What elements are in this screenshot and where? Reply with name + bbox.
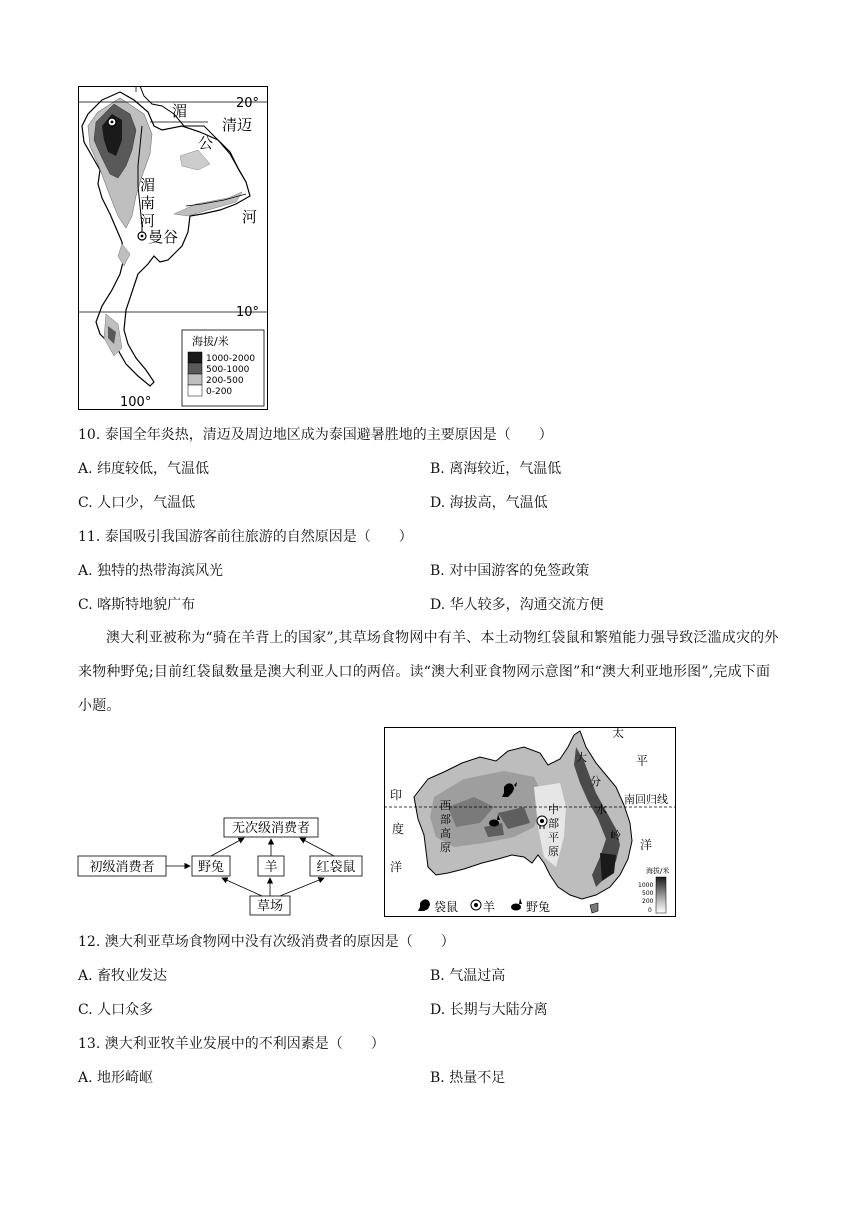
q12-option-a[interactable]: A. 畜牧业发达: [78, 968, 168, 984]
rabbit-label: 野兔: [197, 860, 225, 875]
lon-100-label: 100°: [120, 395, 152, 410]
meinanhe-label-1: 湄: [140, 176, 156, 194]
yang-right-label: 洋: [640, 838, 653, 852]
svg-text:200: 200: [642, 898, 654, 905]
q10-option-c[interactable]: C. 人口少，气温低: [78, 495, 196, 511]
svg-text:1000: 1000: [638, 882, 654, 889]
thailand-legend: [182, 330, 264, 406]
primary-consumer-label: 初级消费者: [89, 860, 155, 875]
legend-item-4: 0-200: [206, 387, 233, 397]
svg-text:岭: 岭: [610, 829, 621, 842]
svg-text:原: 原: [440, 841, 451, 854]
question-12-stem: 12. 澳大利亚草场食物网中没有次级消费者的原因是（ ）: [78, 934, 455, 950]
passage-text: 澳大利亚被称为“骑在羊背上的国家”,其草场食物网中有羊、本土动物红袋鼠和繁殖能力强导致泛滥成灾的外来物种野兔;目前红袋鼠数量是澳大利亚人口的两倍。读“澳大利亚食物网示意图”和“澳大利亚地形图”,完成下面小题。: [78, 630, 779, 714]
lat-20-label: 20°: [236, 96, 260, 111]
q11-option-c[interactable]: C. 喀斯特地貌广布: [78, 597, 196, 613]
question-10-stem: 10. 泰国全年炎热，清迈及周边地区成为泰国避暑胜地的主要原因是（ ）: [78, 427, 553, 443]
mei-label: 湄: [172, 102, 188, 120]
ping-label: 平: [636, 754, 649, 768]
legend-item-3: 200-500: [206, 376, 244, 386]
svg-text:海拔/米: 海拔/米: [646, 867, 670, 875]
grassland-label: 草场: [256, 899, 284, 914]
no-secondary-label: 无次级消费者: [231, 821, 311, 836]
key-sheep: 羊: [483, 900, 496, 914]
question-11-stem: 11. 泰国吸引我国游客前往旅游的自然原因是（ ）: [78, 529, 413, 545]
kangaroo-label: 红袋鼠: [316, 860, 356, 875]
svg-text:高: 高: [440, 827, 451, 840]
meinanhe-label-3: 河: [140, 212, 156, 230]
svg-text:500: 500: [642, 890, 654, 897]
q10-option-b[interactable]: B. 离海较近，气温低: [430, 461, 562, 477]
q10-option-d[interactable]: D. 海拔高，气温低: [430, 495, 548, 511]
q12-option-c[interactable]: C. 人口众多: [78, 1002, 154, 1018]
legend-item-1: 1000-2000: [206, 354, 256, 364]
legend-item-2: 500-1000: [206, 365, 250, 375]
svg-text:中: 中: [548, 803, 559, 816]
tropic-label: 南回归线: [624, 793, 668, 806]
svg-text:原: 原: [548, 845, 559, 858]
west-plateau-label: [440, 799, 451, 854]
he-label: 河: [242, 208, 258, 226]
question-13-stem: 13. 澳大利亚牧羊业发展中的不利因素是（ ）: [78, 1036, 385, 1052]
key-kangaroo: 袋鼠: [434, 900, 459, 914]
lat-10-label: 10°: [236, 305, 260, 320]
svg-text:平: 平: [548, 831, 559, 844]
svg-text:部: 部: [548, 817, 559, 830]
q10-option-a[interactable]: A. 纬度较低，气温低: [78, 461, 210, 477]
rabbit-key-icon: [511, 904, 521, 911]
svg-text:部: 部: [440, 813, 451, 826]
svg-text:大: 大: [576, 751, 587, 764]
meinanhe-label-2: 南: [140, 194, 156, 212]
thailand-terrain-map: [78, 86, 268, 410]
bangkok-label: 曼谷: [148, 228, 179, 246]
svg-text:西: 西: [440, 799, 451, 812]
gong-label: 公: [198, 134, 214, 152]
q12-option-b[interactable]: B. 气温过高: [430, 968, 506, 984]
du-label: 度: [392, 822, 405, 836]
yin-label: 印: [390, 788, 403, 802]
q12-option-d[interactable]: D. 长期与大陆分离: [430, 1002, 548, 1018]
food-web-diagram: [76, 812, 366, 916]
chiangmai-label: 清迈: [222, 116, 253, 134]
svg-text:0: 0: [648, 907, 652, 914]
q13-option-b[interactable]: B. 热量不足: [430, 1070, 506, 1086]
q11-option-a[interactable]: A. 独特的热带海滨风光: [78, 563, 224, 579]
tai-label: 太: [612, 727, 625, 740]
legend-title: 海拔/米: [192, 335, 229, 348]
q11-option-b[interactable]: B. 对中国游客的免签政策: [430, 563, 590, 579]
svg-text:分: 分: [590, 775, 601, 788]
svg-text:水: 水: [596, 803, 607, 816]
q13-option-a[interactable]: A. 地形崎岖: [78, 1070, 154, 1086]
yang-left-label: 洋: [390, 860, 403, 874]
key-rabbit: 野兔: [526, 900, 551, 914]
australia-terrain-map: [384, 727, 676, 917]
q11-option-d[interactable]: D. 华人较多，沟通交流方便: [430, 597, 604, 613]
map-key: [418, 898, 550, 914]
sheep-label: 羊: [264, 860, 278, 875]
